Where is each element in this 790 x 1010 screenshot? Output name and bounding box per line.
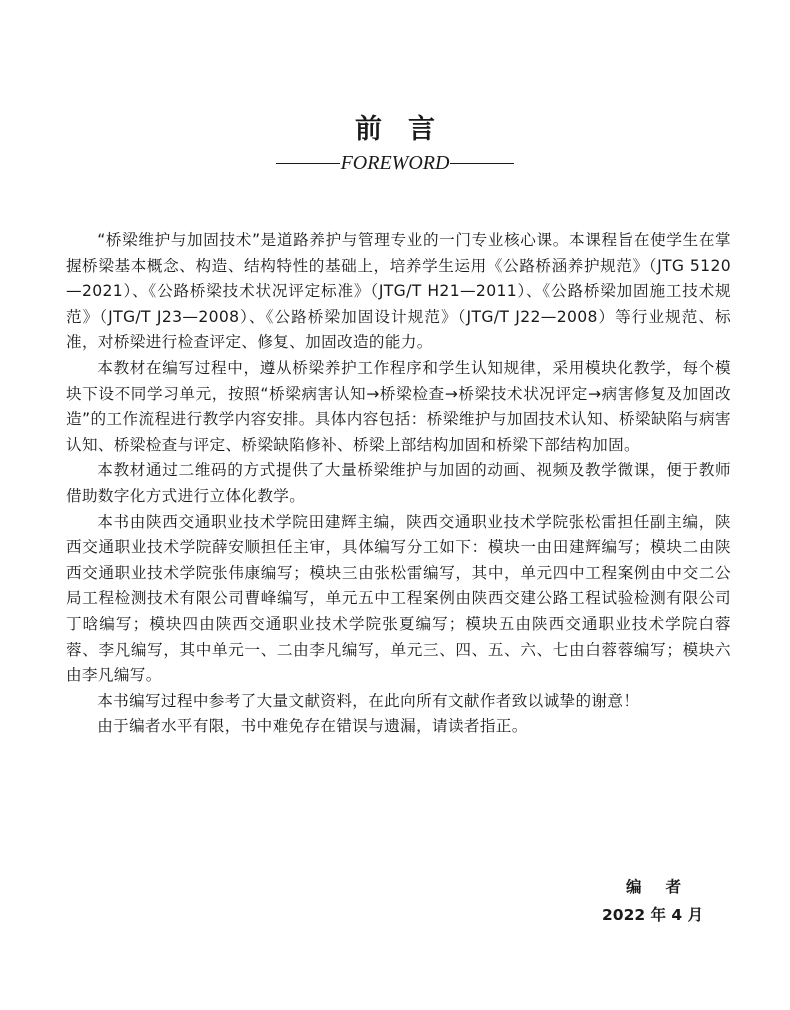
paragraph-acknowledgement: 本书编写过程中参考了大量文献资料，在此向所有文献作者致以诚挚的谢意！ xyxy=(97,691,640,710)
signature-date: 2022 年 4 月 xyxy=(602,906,704,924)
paragraph-disclaimer: 由于编者水平有限，书中难免存在错误与遗漏，请读者指正。 xyxy=(97,717,528,736)
page-title: 前言 xyxy=(355,114,461,145)
paragraph-authors: 本书由陕西交通职业技术学院田建辉主编，陕西交通职业技术学院张松雷担任副主编，陕西交通职业技术学院薛安顺担任主审，具体编写分工如下：模块一由田建辉编写；模块二由陕西交通职业技术学院张伟康编写；模块三由张松雷编写，其中，单元四中工程案例由中交二公局工程检测技术有限公司曹峰编写，单元五中工程案例由陕西交建公路工程试验检测有限公司丁晗编写；模块四由陕西交通职业技术学院张夏编写；模块五由陕西交通职业技术学院白蓉蓉、李凡编写，其中单元一、二由李凡编写，单元三、四、五、六、七由白蓉蓉编写；模块六由李凡编写。 xyxy=(66,512,731,685)
paragraph-course-intro: “桥梁维护与加固技术”是道路养护与管理专业的一门专业核心课。本课程旨在使学生在掌握桥梁基本概念、构造、结构特性的基础上，培养学生运用《公路桥涵养护规范》（JTG 5120—2021）、《公路桥梁技术状况评定标准》（JTG/T H21—2011）、《公路桥梁加固施工技术规范》（JTG/T J23—2008）、《公路桥梁加固设计规范》（JTG/T J22—2008）等行业规范、标准，对桥梁进行检查评定、修复、加固改造的能力。 xyxy=(66,231,731,352)
subtitle xyxy=(0,150,790,176)
subtitle-rule-left xyxy=(276,163,340,164)
signature-author: 编者 xyxy=(626,878,706,896)
subtitle-rule-right xyxy=(450,163,514,164)
paragraph-media: 本教材通过二维码的方式提供了大量桥梁维护与加固的动画、视频及教学微课，便于教师借助数字化方式进行立体化教学。 xyxy=(66,461,731,505)
foreword-body xyxy=(66,228,731,740)
subtitle-text: FOREWORD xyxy=(340,152,450,175)
paragraph-structure: 本教材在编写过程中，遵从桥梁养护工作程序和学生认知规律，采用模块化教学，每个模块下设不同学习单元，按照“桥梁病害认知→桥梁检查→桥梁技术状况评定→病害修复及加固改造”的工作流程进行教学内容安排。具体内容包括：桥梁维护与加固技术认知、桥梁缺陷与病害认知、桥梁检查与评定、桥梁缺陷修补、桥梁上部结构加固和桥梁下部结构加固。 xyxy=(66,358,731,454)
